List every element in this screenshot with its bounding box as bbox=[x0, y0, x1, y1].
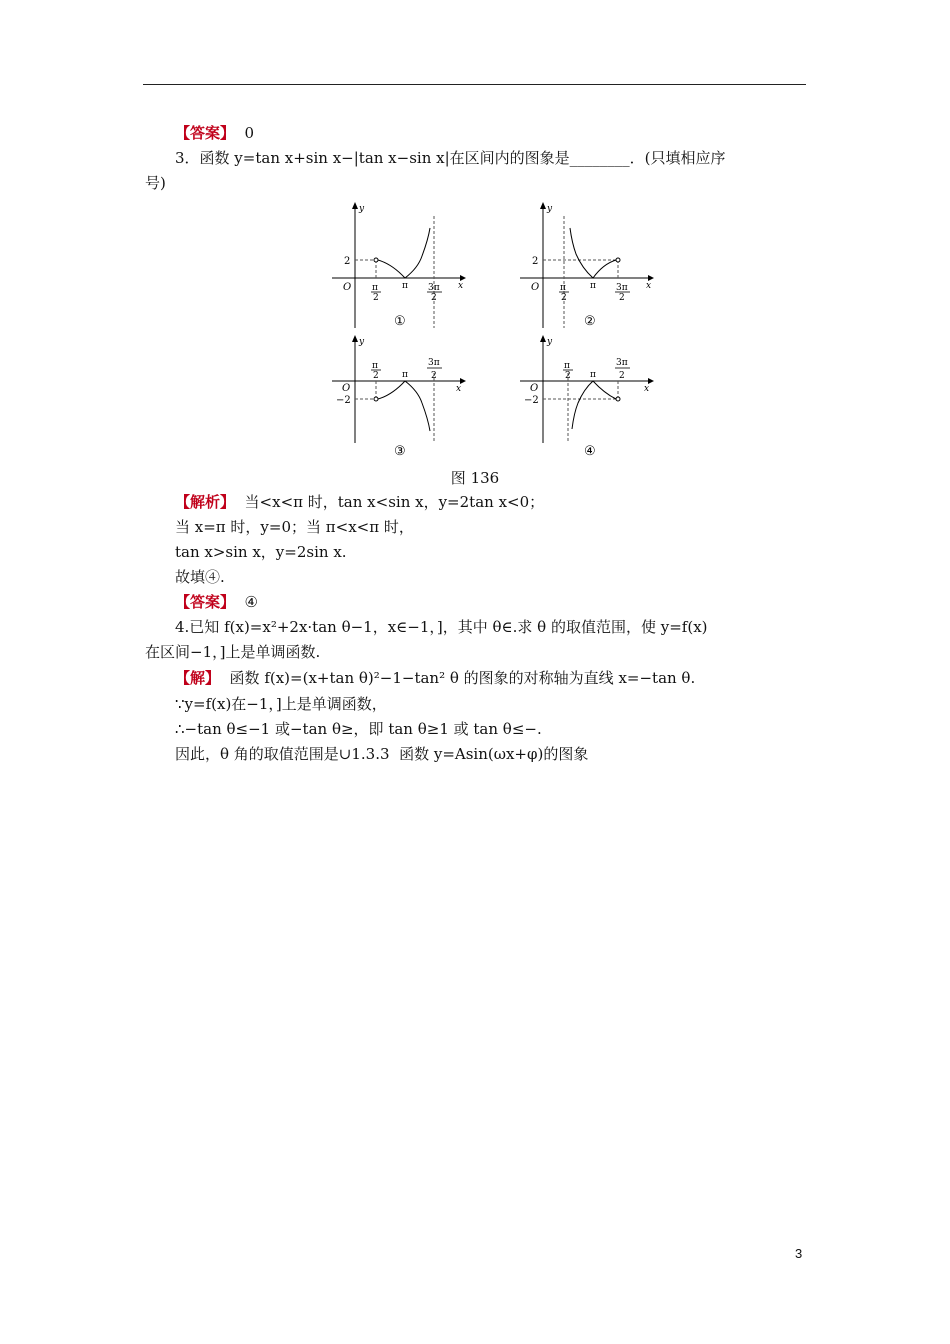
tick-neg2-label: −2 bbox=[524, 395, 539, 406]
figure-caption: 图 136 bbox=[450, 469, 500, 487]
tick-half-pi: π bbox=[372, 361, 378, 371]
x-axis-label: x bbox=[458, 281, 464, 291]
graph-panel-3 bbox=[330, 333, 470, 467]
tick-den: 2 bbox=[565, 371, 571, 381]
tick-den: 2 bbox=[373, 293, 379, 303]
origin-label: O bbox=[342, 383, 351, 394]
solution-line-2: ∵y=f(x)在−1，]上是单调函数， bbox=[175, 695, 387, 713]
panel-label-4: ④ bbox=[584, 444, 596, 459]
analysis-line-3: tan x>sin x，y=2sin x. bbox=[175, 543, 347, 561]
question-4-cont: 在区间−1，]上是单调函数. bbox=[145, 643, 321, 661]
answer-tag: 【答案】 bbox=[175, 124, 236, 142]
tick-half-pi: π bbox=[564, 361, 570, 371]
tick-pi: π bbox=[402, 281, 408, 291]
origin-label: O bbox=[531, 282, 540, 293]
y-axis-label: y bbox=[359, 204, 365, 214]
tick-den: 2 bbox=[431, 293, 437, 303]
y-axis-label: y bbox=[547, 204, 553, 214]
answer-text: 0 bbox=[235, 124, 255, 142]
x-axis-label: x bbox=[456, 384, 462, 394]
y-axis-label: y bbox=[547, 337, 553, 347]
tick-3pi: 3π bbox=[616, 358, 628, 368]
solution-line-4: 因此，θ 角的取值范围是∪1.3.3 函数 y=Asin(ωx+φ)的图象 bbox=[175, 745, 589, 763]
analysis-line-2: 当 x=π 时，y=0；当 π<x<π 时， bbox=[175, 518, 414, 536]
tick-half-pi: π bbox=[372, 283, 378, 293]
tick-pi: π bbox=[590, 370, 596, 380]
y-axis-label: y bbox=[359, 337, 365, 347]
tick-den: 2 bbox=[431, 371, 437, 381]
tick-half-pi: π bbox=[560, 283, 566, 293]
question-3-cont: 号) bbox=[145, 174, 166, 192]
graph-panel-1 bbox=[330, 198, 470, 337]
tick-3pi: 3π bbox=[428, 283, 440, 293]
tick-den: 2 bbox=[561, 293, 567, 303]
solution-line-1 bbox=[175, 668, 695, 688]
panel-label-2: ② bbox=[584, 314, 596, 329]
x-axis-label: x bbox=[646, 281, 652, 291]
tick-den: 2 bbox=[619, 293, 625, 303]
tick-den: 2 bbox=[619, 371, 625, 381]
tick-3pi: 3π bbox=[428, 358, 440, 368]
origin-label: O bbox=[530, 383, 539, 394]
panel-label-1: ① bbox=[394, 314, 406, 329]
analysis-line-1 bbox=[175, 492, 544, 512]
answer-line-2 bbox=[175, 592, 258, 612]
header-rule bbox=[143, 84, 806, 85]
answer-text: ④ bbox=[235, 593, 258, 611]
tick-neg2-label: −2 bbox=[336, 395, 351, 406]
tick-den: 2 bbox=[373, 371, 379, 381]
analysis-line-4: 故填④. bbox=[175, 568, 225, 586]
tick-pi: π bbox=[402, 370, 408, 380]
answer-line-1 bbox=[175, 123, 254, 143]
solution-text: 函数 f(x)=(x+tan θ)²−1−tan² θ 的图象的对称轴为直线 x=−tan θ. bbox=[220, 669, 696, 687]
analysis-text: 当<x<π 时，tan x<sin x，y=2tan x<0； bbox=[235, 493, 545, 511]
answer-tag: 【答案】 bbox=[175, 593, 236, 611]
origin-label: O bbox=[343, 282, 352, 293]
graph-panel-4 bbox=[518, 333, 658, 467]
graph-panel-2 bbox=[518, 198, 658, 337]
solution-tag: 【解】 bbox=[175, 669, 221, 687]
solution-line-3: ∴−tan θ≤−1 或−tan θ≥，即 tan θ≥1 或 tan θ≤−. bbox=[175, 720, 542, 738]
question-3: 3．函数 y=tan x+sin x−|tan x−sin x|在区间内的图象是________．(只填相应序 bbox=[175, 149, 726, 167]
tick-2-label: 2 bbox=[344, 256, 351, 267]
panel-label-3: ③ bbox=[394, 444, 406, 459]
analysis-tag: 【解析】 bbox=[175, 493, 236, 511]
page-number: 3 bbox=[795, 1246, 803, 1261]
tick-3pi: 3π bbox=[616, 283, 628, 293]
tick-pi: π bbox=[590, 281, 596, 291]
tick-2-label: 2 bbox=[532, 256, 539, 267]
question-4: 4.已知 f(x)=x²+2x·tan θ−1，x∈−1，]，其中 θ∈.求 θ 的取值范围，使 y=f(x) bbox=[175, 618, 708, 636]
x-axis-label: x bbox=[644, 384, 650, 394]
